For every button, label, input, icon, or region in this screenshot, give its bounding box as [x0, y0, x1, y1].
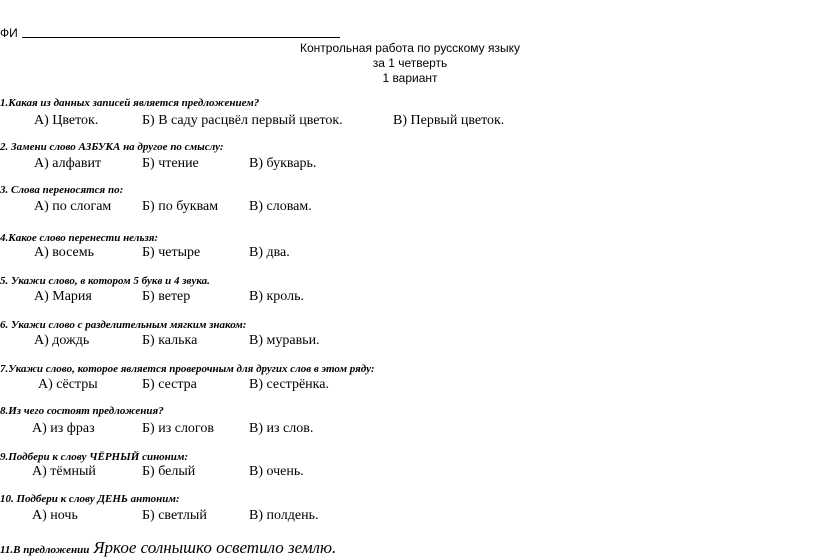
q7-option-a: А) сёстры	[38, 377, 98, 392]
q6-option-c: В) муравьи.	[249, 333, 320, 348]
name-underline	[22, 37, 340, 38]
q10-option-c: В) полдень.	[249, 508, 319, 523]
q4-option-a: А) восемь	[34, 245, 94, 260]
question-1: 1.Какая из данных записей является предложением?	[0, 97, 260, 109]
question-10: 10. Подбери к слову ДЕНЬ антоним:	[0, 493, 180, 505]
question-9: 9.Подбери к слову ЧЁРНЫЙ синоним:	[0, 451, 189, 463]
question-2: 2. Замени слово АЗБУКА на другое по смыслу:	[0, 141, 224, 153]
q10-option-a: А) ночь	[32, 508, 78, 523]
question-6: 6. Укажи слово с разделительным мягким знаком:	[0, 319, 247, 331]
question-7: 7.Укажи слово, которое является проверочным для других слов в этом ряду:	[0, 363, 375, 375]
test-quarter: за 1 четверть	[372, 56, 448, 70]
q6-option-a: А) дождь	[34, 333, 90, 348]
question-3: 3. Слова переносятся по:	[0, 184, 124, 196]
q7-option-c: В) сестрёнка.	[249, 377, 329, 392]
q8-option-a: А) из фраз	[32, 421, 95, 436]
q3-option-a: А) по слогам	[34, 199, 112, 214]
q4-option-c: В) два.	[249, 245, 290, 260]
q8-option-c: В) из слов.	[249, 421, 314, 436]
q2-option-a: А) алфавит	[34, 156, 102, 171]
question-11-sentence: Яркое солнышко осветило землю.	[93, 538, 337, 557]
question-4: 4.Какое слово перенести нельзя:	[0, 232, 159, 244]
q9-option-c: В) очень.	[249, 464, 304, 479]
q3-option-c: В) словам.	[249, 199, 312, 214]
q3-option-b: Б) по буквам	[142, 199, 219, 214]
name-label: ФИ	[0, 26, 18, 40]
q5-option-b: Б) ветер	[142, 289, 191, 304]
q9-option-a: А) тёмный	[32, 464, 96, 479]
question-11-label: 11.В предложении	[0, 544, 90, 556]
q1-option-a: А) Цветок.	[34, 113, 99, 128]
q2-option-b: Б) чтение	[142, 156, 199, 171]
question-11	[0, 538, 336, 558]
q2-option-c: В) букварь.	[249, 156, 317, 171]
q8-option-b: Б) из слогов	[142, 421, 214, 436]
q4-option-b: Б) четыре	[142, 245, 201, 260]
q10-option-b: Б) светлый	[142, 508, 207, 523]
test-variant: 1 вариант	[382, 71, 438, 85]
q1-option-c: В) Первый цветок.	[393, 113, 505, 128]
q7-option-b: Б) сестра	[142, 377, 197, 392]
q5-option-a: А) Мария	[34, 289, 92, 304]
q5-option-c: В) кроль.	[249, 289, 304, 304]
test-title: Контрольная работа по русскому языку	[300, 41, 520, 55]
q9-option-b: Б) белый	[142, 464, 196, 479]
q6-option-b: Б) калька	[142, 333, 198, 348]
question-5: 5. Укажи слово, в котором 5 букв и 4 звука.	[0, 275, 210, 287]
q1-option-b: Б) В саду расцвёл первый цветок.	[142, 113, 343, 128]
question-8: 8.Из чего состоят предложения?	[0, 405, 164, 417]
